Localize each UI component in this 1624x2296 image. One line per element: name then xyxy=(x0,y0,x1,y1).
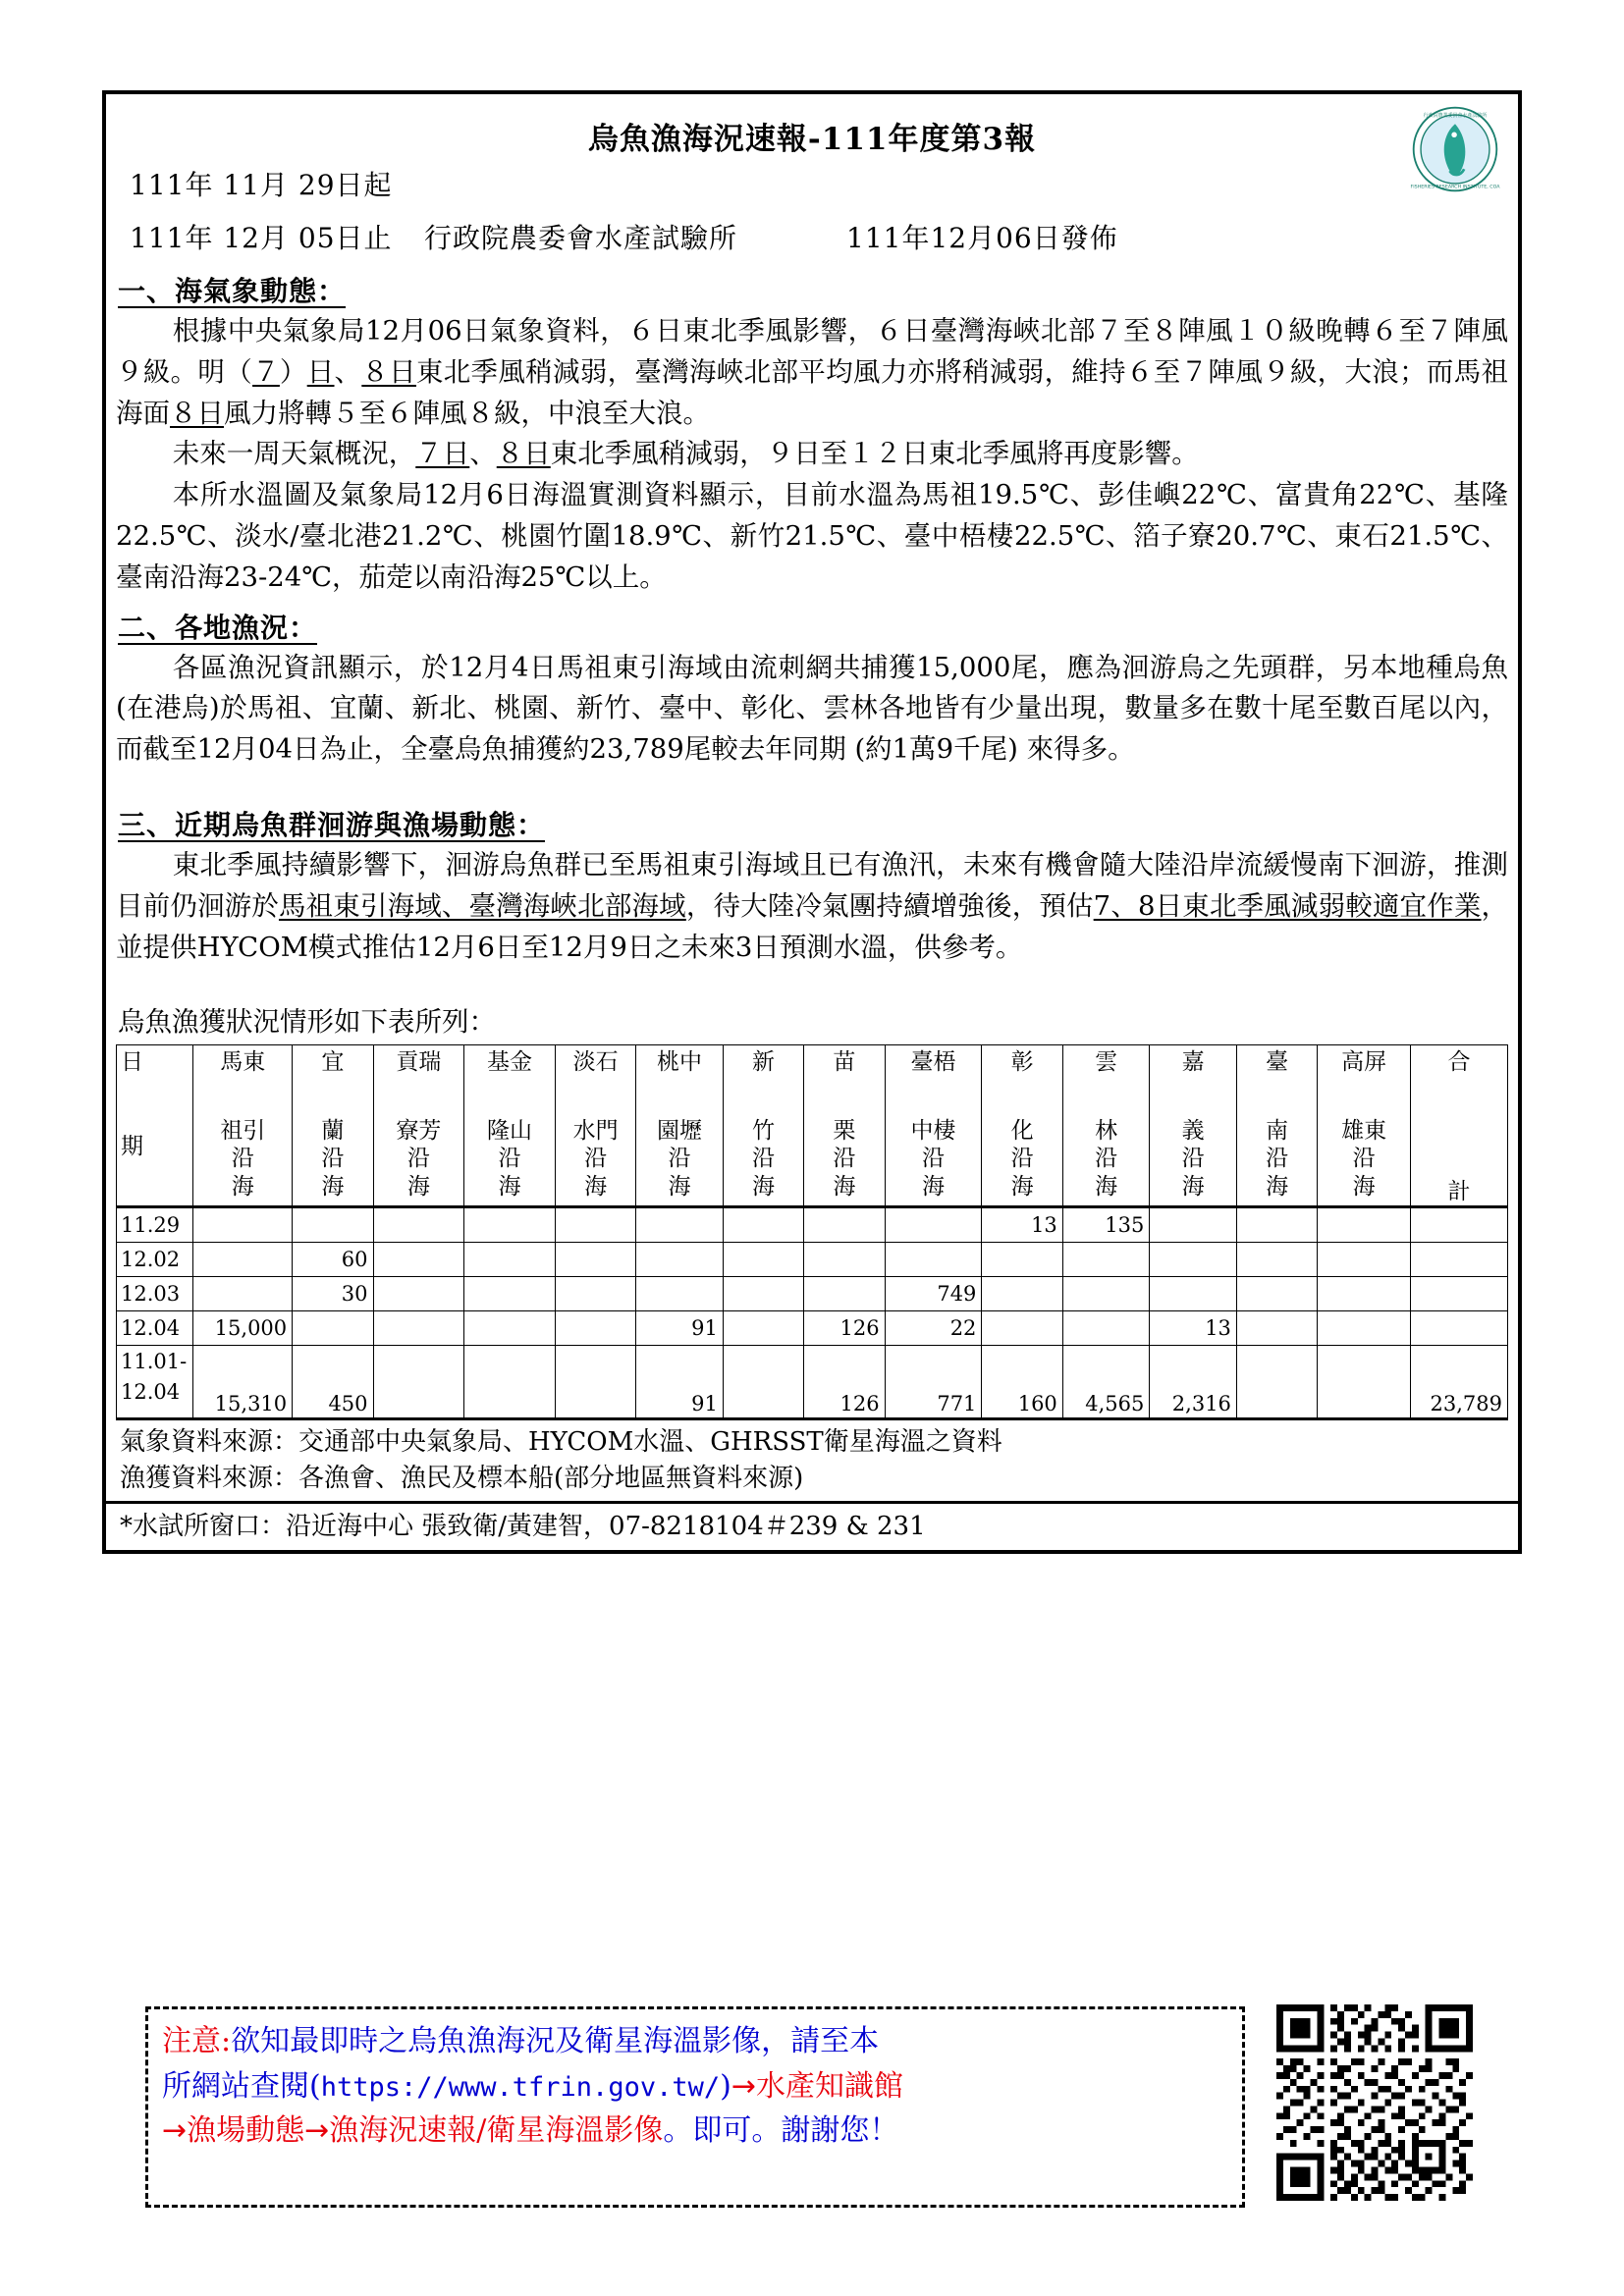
cell xyxy=(636,1277,724,1311)
s1p2-u1: ７日 xyxy=(415,438,470,470)
notice-text-1: 欲知最即時之烏魚漁海況及衛星海溫影像，請至本 xyxy=(231,2024,880,2058)
header-col-1: 宜 蘭 沿 海 xyxy=(293,1045,373,1207)
cell xyxy=(723,1207,803,1243)
cell xyxy=(982,1277,1062,1311)
svg-text:行政院農業委員會水產試驗所: 行政院農業委員會水產試驗所 xyxy=(1423,112,1488,119)
header-date: 日 期 xyxy=(117,1045,193,1207)
cell xyxy=(1150,1207,1237,1243)
website-url-link[interactable]: https://www.tfrin.gov.tw/ xyxy=(320,2071,721,2103)
s3p1-a: 東北季風持續影響下，洄游烏魚群已至馬祖東引海域且已有漁汛，未來有機會隨大陸沿岸流緩慢南下洄游，推測目前仍洄游於 xyxy=(116,848,1508,922)
row-date: 11.29 xyxy=(117,1207,193,1243)
cell xyxy=(464,1311,556,1346)
cell xyxy=(1318,1346,1411,1419)
row-date: 12.04 xyxy=(117,1311,193,1346)
cell xyxy=(1318,1243,1411,1277)
header-col-2: 貢瑞 寮芳 沿 海 xyxy=(373,1045,464,1207)
cell xyxy=(464,1277,556,1311)
row-total: 23,789 xyxy=(1411,1346,1508,1419)
cell: 30 xyxy=(293,1277,373,1311)
header-col-10: 雲 林 沿 海 xyxy=(1062,1045,1150,1207)
header-col-0: 馬東 祖引 沿 海 xyxy=(193,1045,293,1207)
row-date-a: 11.01- xyxy=(121,1350,188,1374)
report-box xyxy=(102,90,1522,1554)
cell xyxy=(1062,1243,1150,1277)
s1p1-a: 根據中央氣象局12月06日氣象資料，６日東北季風影響，６日臺灣海峽北部７至８陣風１０級晚轉６至７陣風９級。明（ xyxy=(116,315,1508,388)
cell: 126 xyxy=(804,1311,885,1346)
section-2-paragraph-1: 各區漁況資訊顯示，於12月4日馬祖東引海域由流刺網共捕獲15,000尾，應為洄游烏之先頭群，另本地種烏魚(在港烏)於馬祖、宜蘭、新北、桃園、新竹、臺中、彰化、雲林各地皆有少量出現，數量多在數十尾至數百尾以內，而截至12月04日為止，全臺烏魚捕獲約23,789尾較去年同期 (約1萬9千尾) 來得多。 xyxy=(116,651,1508,766)
cell: 22 xyxy=(885,1311,982,1346)
cell: 126 xyxy=(804,1346,885,1419)
header-col-7: 苗 栗 沿 海 xyxy=(804,1045,885,1207)
cell xyxy=(373,1311,464,1346)
cell xyxy=(982,1311,1062,1346)
header-col-9: 彰 化 沿 海 xyxy=(982,1045,1062,1207)
row-total xyxy=(1411,1277,1508,1311)
cell xyxy=(1150,1277,1237,1311)
cell xyxy=(723,1346,803,1419)
publish-date: 111年12月06日發佈 xyxy=(846,222,1118,254)
header-col-13: 高屏 雄東 沿 海 xyxy=(1318,1045,1411,1207)
cell xyxy=(1236,1207,1317,1243)
notice-line-1 xyxy=(162,2019,1236,2064)
cell: 15,310 xyxy=(193,1346,293,1419)
s1p2-u2: ８日 xyxy=(496,438,551,470)
cell xyxy=(373,1277,464,1311)
table-gap xyxy=(116,968,1508,993)
row-date-b: 12.04 xyxy=(121,1379,181,1404)
cell: 2,316 xyxy=(1150,1346,1237,1419)
cell xyxy=(885,1243,982,1277)
cell xyxy=(1062,1277,1150,1311)
page-title: 烏魚漁海況速報-111年度第3報 xyxy=(587,122,1037,157)
cell: 91 xyxy=(636,1346,724,1419)
table-row-total xyxy=(117,1346,1508,1419)
nav-knowledge-hall: 水產知識館 xyxy=(755,2068,903,2104)
section-gap xyxy=(116,771,1508,796)
cell xyxy=(464,1207,556,1243)
s1p2-c: 東北季風稍減弱，９日至１２日東北季風將再度影響。 xyxy=(550,438,1199,470)
row-total xyxy=(1411,1311,1508,1346)
cell xyxy=(1236,1346,1317,1419)
cell xyxy=(885,1207,982,1243)
cell: 91 xyxy=(636,1311,724,1346)
cell xyxy=(555,1311,635,1346)
row-date: 12.02 xyxy=(117,1243,193,1277)
cell: 160 xyxy=(982,1346,1062,1419)
cell xyxy=(555,1277,635,1311)
row-total xyxy=(1411,1207,1508,1243)
header-col-11: 嘉 義 沿 海 xyxy=(1150,1045,1237,1207)
cell xyxy=(723,1277,803,1311)
arrow-right-icon: → xyxy=(304,2113,330,2149)
cell xyxy=(555,1207,635,1243)
s3p1-c: ，並提供HYCOM模式推估12月6日至12月9日之未來3日預測水溫，供參考。 xyxy=(116,889,1509,963)
header-total: 合 計 xyxy=(1411,1045,1508,1207)
cell xyxy=(293,1311,373,1346)
cell xyxy=(636,1207,724,1243)
s1p1-u4: ８日 xyxy=(170,397,224,429)
cell xyxy=(193,1207,293,1243)
cell: 15,000 xyxy=(193,1311,293,1346)
fisheries-research-institute-seal-icon xyxy=(1410,104,1500,194)
section-2-heading: 二、各地漁況： xyxy=(118,611,318,644)
header-col-4: 淡石 水門 沿 海 xyxy=(555,1045,635,1207)
table-intro: 烏魚漁獲狀況情形如下表所列： xyxy=(118,1006,496,1039)
notice-text-3: 。即可。謝謝您！ xyxy=(663,2113,899,2149)
cell xyxy=(464,1346,556,1419)
s3p1-u2: 7、8日東北季風減弱較適宜作業 xyxy=(1093,889,1482,922)
s1p1-u3: ８日 xyxy=(361,355,416,388)
cell xyxy=(723,1311,803,1346)
cell xyxy=(1150,1243,1237,1277)
s1p1-d: 東北季風稍減弱，臺灣海峽北部平均風力亦將稍減弱，維持６至７陣風９級，大浪；而馬祖海面 xyxy=(116,355,1509,429)
section-3-heading: 三、近期烏魚群洄游與漁場動態： xyxy=(118,808,546,841)
s1p1-c: 、 xyxy=(334,355,362,388)
cell: 450 xyxy=(293,1346,373,1419)
section-1-paragraph-2 xyxy=(116,434,1508,475)
s1p1-e: 風力將轉５至６陣風８級，中浪至大浪。 xyxy=(224,397,710,429)
period-end: 111年 12月 05日止 xyxy=(130,222,393,254)
table-row xyxy=(117,1243,1508,1277)
cell: 60 xyxy=(293,1243,373,1277)
cell xyxy=(555,1243,635,1277)
cell xyxy=(193,1243,293,1277)
s1p1-b: ） xyxy=(279,355,307,388)
cell xyxy=(804,1277,885,1311)
cell xyxy=(804,1243,885,1277)
nav-report-sst: 漁海況速報/衛星海溫影像 xyxy=(329,2113,664,2149)
notice-line-2 xyxy=(162,2064,1236,2109)
cell xyxy=(373,1243,464,1277)
s1p2-b: 、 xyxy=(469,438,497,470)
cell xyxy=(373,1207,464,1243)
notice-line-3 xyxy=(162,2109,1236,2154)
section-3-paragraph-1 xyxy=(116,845,1508,968)
row-date: 12.03 xyxy=(117,1277,193,1311)
header-col-3: 基金 隆山 沿 海 xyxy=(464,1045,556,1207)
cell: 13 xyxy=(1150,1311,1237,1346)
sources-block xyxy=(116,1420,1508,1497)
notice-text-2b: ) xyxy=(720,2068,731,2104)
period-start: 111年 11月 29日起 xyxy=(130,169,393,201)
cell xyxy=(804,1207,885,1243)
cell xyxy=(982,1243,1062,1277)
header-col-6: 新 竹 沿 海 xyxy=(723,1045,803,1207)
catch-table xyxy=(116,1044,1508,1420)
cell xyxy=(1318,1207,1411,1243)
cell: 749 xyxy=(885,1277,982,1311)
header-col-8: 臺梧 中棲 沿 海 xyxy=(885,1045,982,1207)
s1p2-a: 未來一周天氣概況， xyxy=(172,438,416,470)
notice-box xyxy=(145,2006,1245,2208)
cell xyxy=(193,1277,293,1311)
row-total xyxy=(1411,1243,1508,1277)
svg-text:FISHERIES RESEARCH INSTITUTE,: FISHERIES RESEARCH INSTITUTE, COA xyxy=(1410,185,1500,190)
table-row xyxy=(117,1207,1508,1243)
cell xyxy=(1318,1277,1411,1311)
row-date-range xyxy=(117,1346,193,1419)
arrow-right-icon: → xyxy=(162,2113,188,2149)
source-catch: 漁獲資料來源：各漁會、漁民及標本船(部分地區無資料來源) xyxy=(120,1464,804,1494)
s3p1-u1: 馬祖東引海域、臺灣海峽北部海域 xyxy=(278,889,686,922)
section-1-paragraph-3: 本所水溫圖及氣象局12月6日海溫實測資料顯示，目前水溫為馬祖19.5℃、彭佳嶼22℃、富貴角22℃、基隆22.5℃、淡水/臺北港21.2℃、桃園竹圍18.9℃、新竹21.5℃、臺中梧棲22.5℃、箔子寮20.7℃、東石21.5℃、臺南沿海23-24℃，茄萣以南沿海25℃以上。 xyxy=(116,479,1508,593)
cell xyxy=(723,1243,803,1277)
dateline-row xyxy=(130,217,1508,256)
header-col-12: 臺 南 沿 海 xyxy=(1236,1045,1317,1207)
cell xyxy=(1236,1277,1317,1311)
cell xyxy=(1062,1311,1150,1346)
section-1-paragraph-1 xyxy=(116,311,1508,434)
section-1-heading: 一、海氣象動態： xyxy=(118,275,347,307)
source-weather: 氣象資料來源：交通部中央氣象局、HYCOM水溫、GHRSST衛星海溫之資料 xyxy=(120,1427,1002,1458)
s1p1-u2: 日 xyxy=(306,355,335,388)
cell: 771 xyxy=(885,1346,982,1419)
s1p1-u1: ７ xyxy=(252,355,280,388)
notice-text-2a: 所網站查閱( xyxy=(162,2068,321,2104)
cell xyxy=(636,1243,724,1277)
cell xyxy=(464,1243,556,1277)
cell xyxy=(1236,1311,1317,1346)
cell xyxy=(373,1346,464,1419)
contact-line: *水試所窗口：沿近海中心 張致衛/黃建智，07-8218104＃239 & 231 xyxy=(120,1512,926,1542)
cell xyxy=(555,1346,635,1419)
arrow-right-icon: → xyxy=(731,2068,756,2104)
cell xyxy=(1318,1311,1411,1346)
cell xyxy=(293,1207,373,1243)
table-row xyxy=(117,1311,1508,1346)
table-header-row xyxy=(117,1045,1508,1207)
issuer: 行政院農委會水產試驗所 xyxy=(424,222,738,254)
cell xyxy=(1236,1243,1317,1277)
nav-fishing-ground: 漁場動態 xyxy=(187,2113,305,2149)
table-row xyxy=(117,1277,1508,1311)
cell: 4,565 xyxy=(1062,1346,1150,1419)
qr-code-icon xyxy=(1276,2004,1473,2201)
cell: 135 xyxy=(1062,1207,1150,1243)
header-col-5: 桃中 園壢 沿 海 xyxy=(636,1045,724,1207)
notice-label: 注意: xyxy=(162,2024,232,2058)
s3p1-b: ，待大陸冷氣團持續增強後，預估 xyxy=(685,889,1094,922)
cell: 13 xyxy=(982,1207,1062,1243)
